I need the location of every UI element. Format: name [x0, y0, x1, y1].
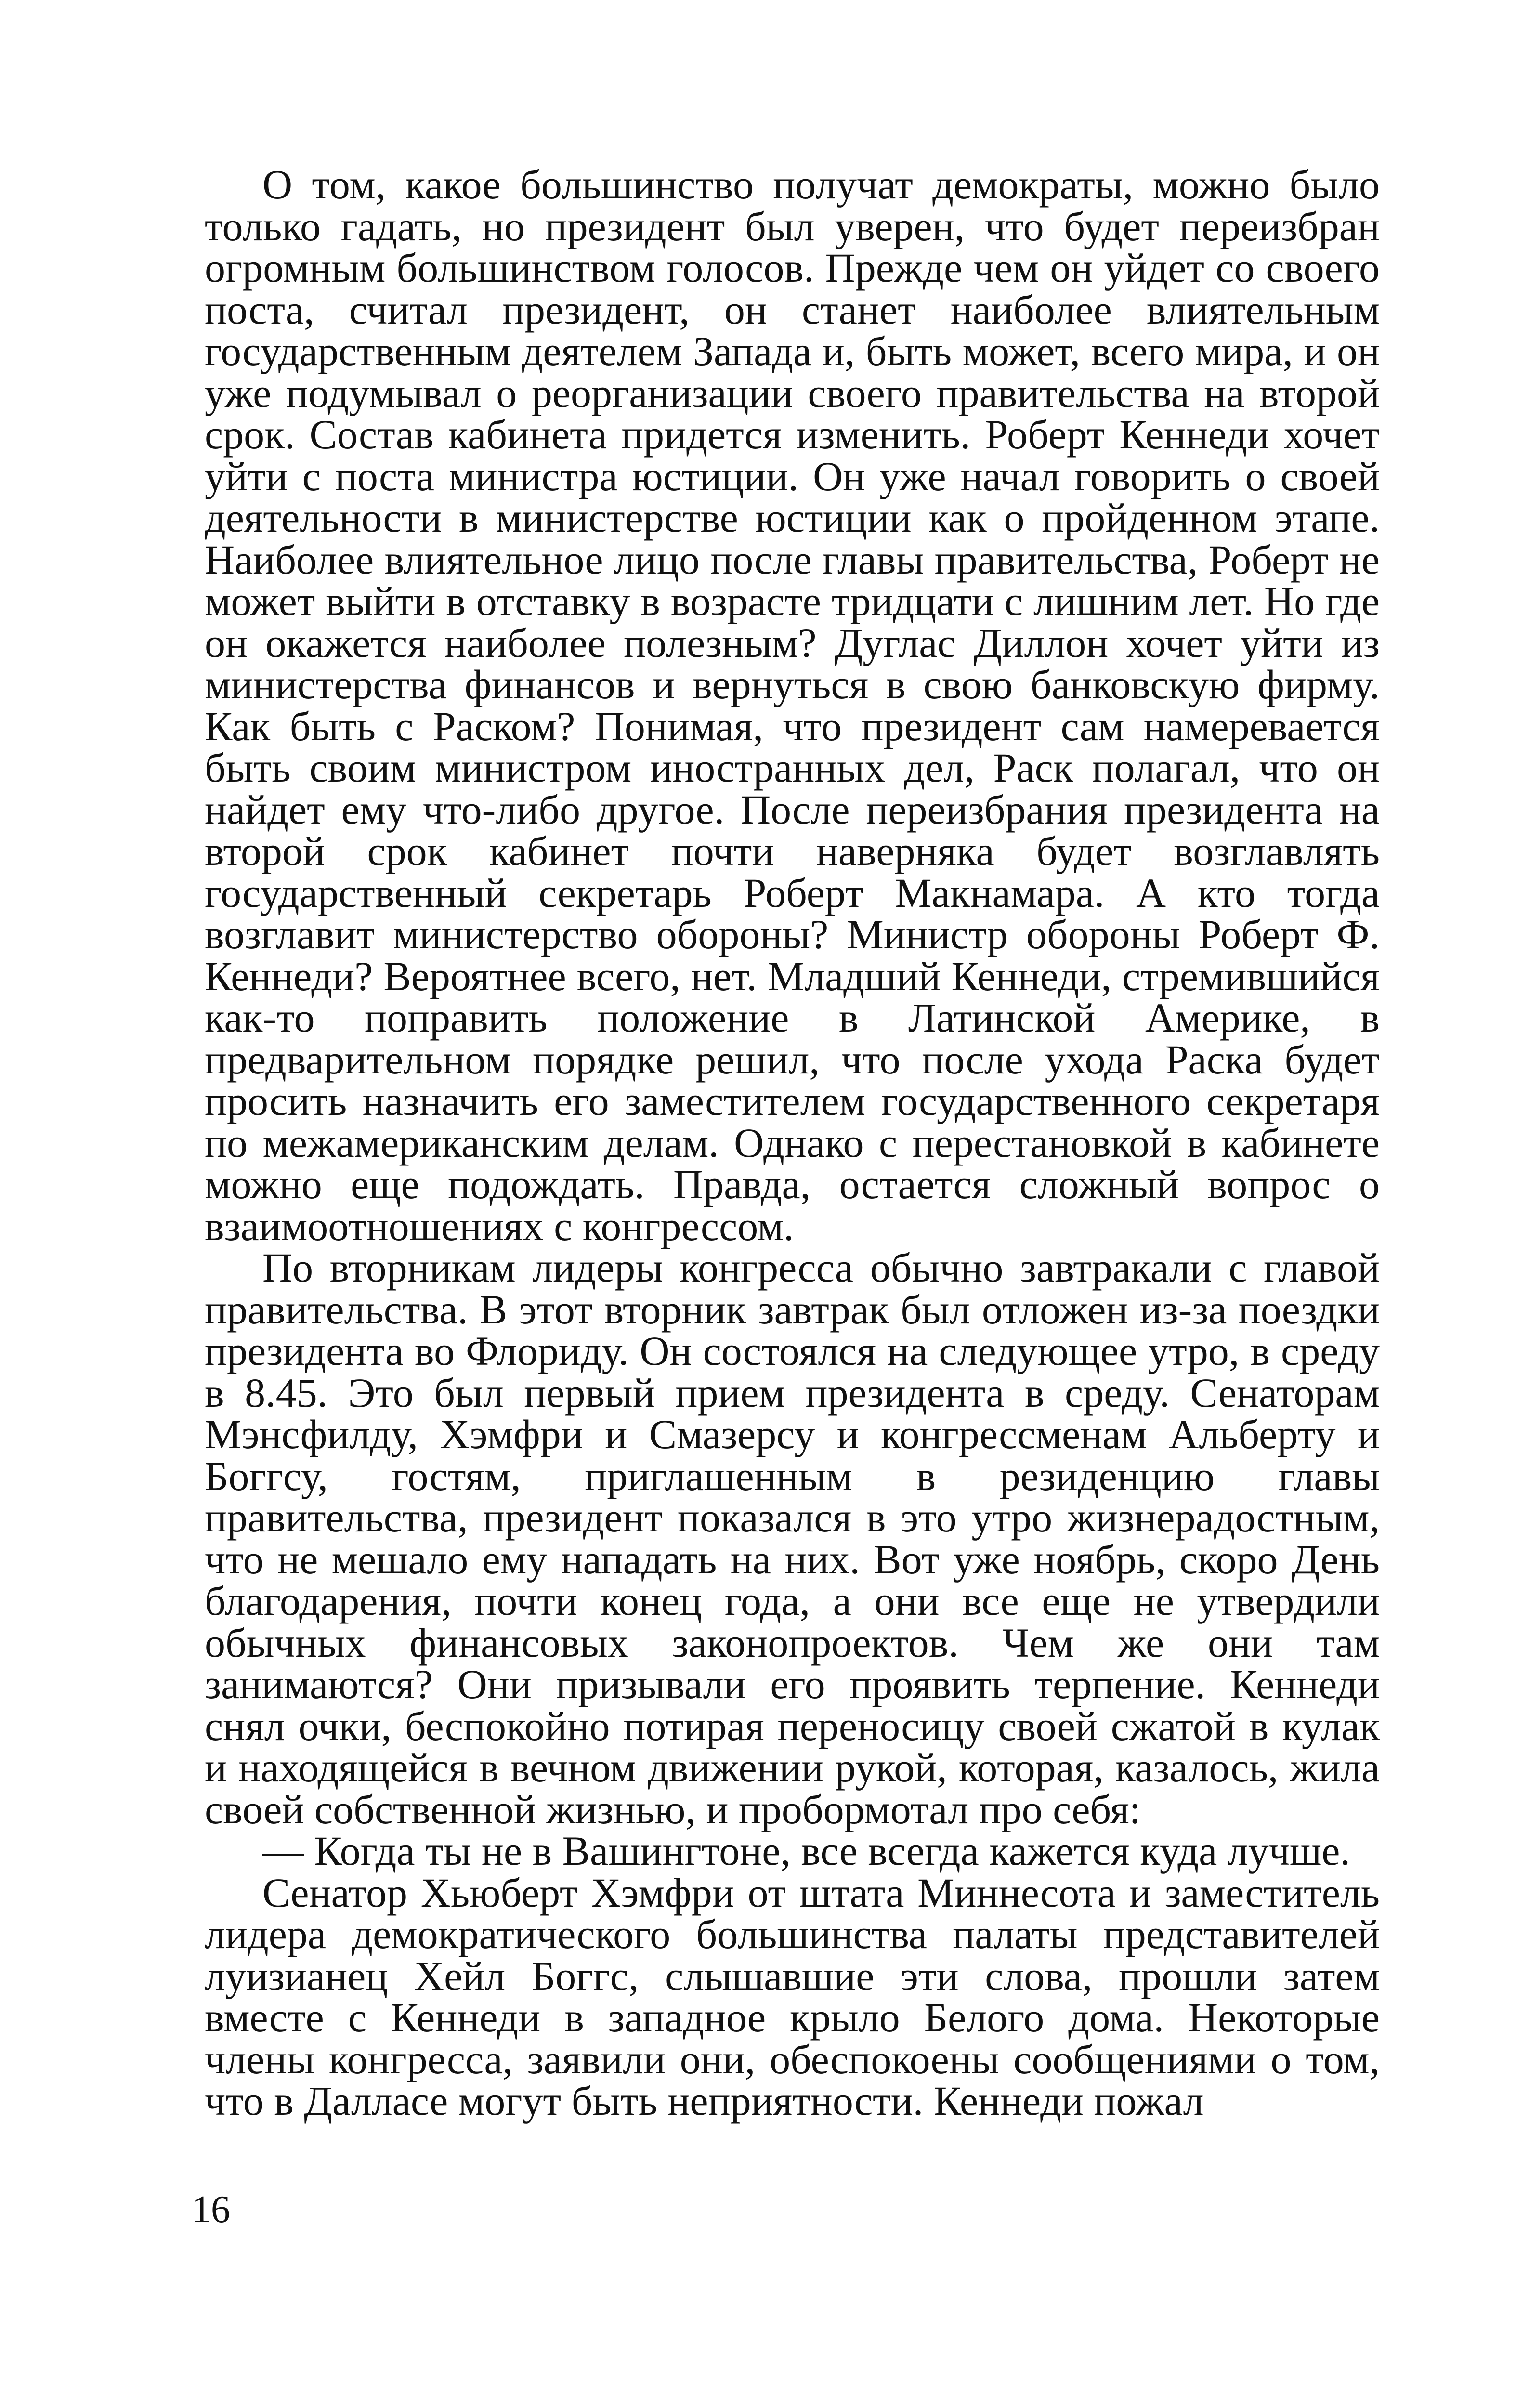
page-number: 16	[192, 2188, 230, 2231]
paragraph: О том, какое большинство получат демократы, можно было только гадать, но президент был уверен, что будет переизбран огромным большинством голосов. Прежде чем он уйдет со своего поста, считал президент, он станет наиболее влиятельным государственным деятелем Запада и, быть может, всего мира, и он уже подумывал о реорганизации своего правительства на второй срок. Состав кабинета придется изменить. Роберт Кеннеди хочет уйти с поста министра юстиции. Он уже начал говорить о своей деятельности в министерстве юстиции как о пройденном этапе. Наиболее влиятельное лицо после главы правительства, Роберт не может выйти в отставку в возрасте тридцати с лишним лет. Но где он окажется наиболее полезным? Дуглас Диллон хочет уйти из министерства финансов и вернуться в свою банковскую фирму. Как быть с Раском? Понимая, что президент сам намеревается быть своим министром иностранных дел, Раск полагал, что он найдет ему что-либо другое. После переизбрания президента на второй срок кабинет почти наверняка будет возглавлять государственный секретарь Роберт Макнамара. А кто тогда возглавит министерство обороны? Министр обороны Роберт Ф. Кеннеди? Вероятнее всего, нет. Младший Кеннеди, стремившийся как-то поправить положение в Латинской Америке, в предварительном порядке решил, что после ухода Раска будет просить назначить его заместителем государственного секретаря по межамериканским делам. Однако с перестановкой в кабинете можно еще подождать. Правда, остается сложный вопрос о взаимоотношениях с конгрессом.	[205, 161, 1380, 1249]
paragraph: — Когда ты не в Вашингтоне, все всегда кажется куда лучше.	[262, 1828, 1350, 1874]
paragraph: Сенатор Хьюберт Хэмфри от штата Миннесота и заместитель лидера демократического большинства палаты представителей луизианец Хейл Боггс, слышавшие эти слова, прошли затем вместе с Кеннеди в западное крыло Белого дома. Некоторые члены конгресса, заявили они, обеспокоены сообщениями о том, что в Далласе могут быть неприятности. Кеннеди пожал	[205, 1869, 1380, 2124]
paragraph: По вторникам лидеры конгресса обычно завтракали с главой правительства. В этот вторник завтрак был отложен из-за поездки президента во Флориду. Он состоялся на следующее утро, в среду в 8.45. Это был первый прием президента в среду. Сенаторам Мэнсфилду, Хэмфри и Смазерсу и конгрессменам Альберту и Боггсу, гостям, приглашенным в резиденцию главы правительства, президент показался в это утро жизнерадостным, что не мешало ему нападать на них. Вот уже ноябрь, скоро День благодарения, почти конец года, а они все еще не утвердили обычных финансовых законопроектов. Чем же они там занимаются? Они призывали его проявить терпение. Кеннеди снял очки, беспокойно потирая переносицу своей сжатой в кулак и находящейся в вечном движении рукой, которая, казалось, жила своей собственной жизнью, и пробормотал про себя:	[205, 1244, 1380, 1832]
body-text	[205, 161, 1380, 2124]
